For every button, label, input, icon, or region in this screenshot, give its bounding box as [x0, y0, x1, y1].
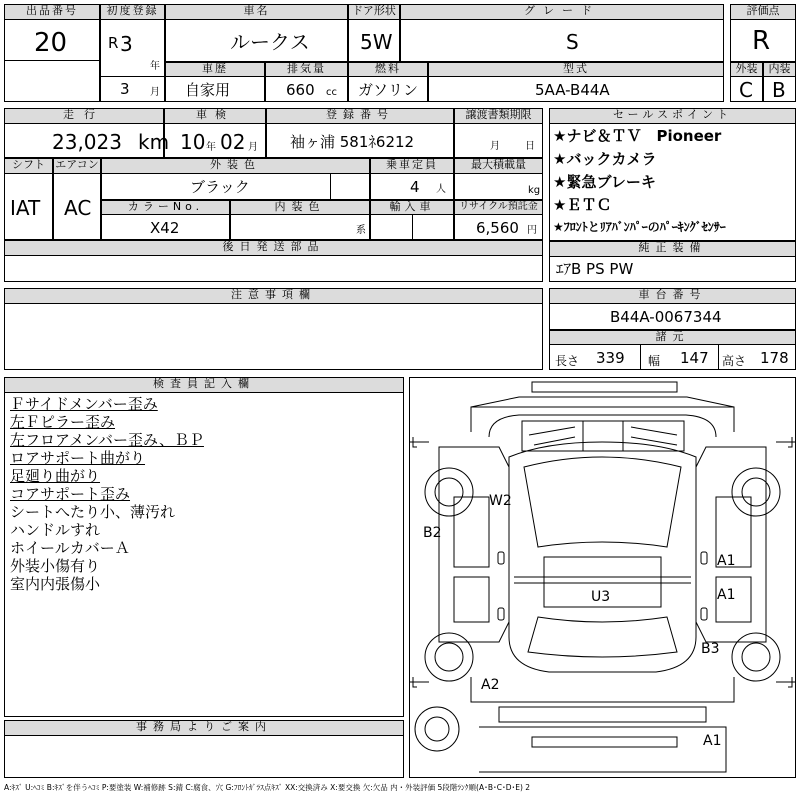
score: R: [752, 26, 771, 56]
plate-label: 登録番号: [266, 108, 454, 124]
score-label: 評価点: [730, 4, 796, 20]
transfer-month-unit: 月: [490, 141, 500, 152]
chassis-no: B44A-0067344: [610, 308, 722, 326]
capacity: 4: [410, 178, 420, 196]
inspector-line: 左Ｆピラー歪み: [10, 413, 116, 431]
sales-point: ★ﾌﾛﾝﾄとﾘｱﾊﾞﾝﾊﾟｰのﾊﾟｰｷﾝｸﾞｾﾝｻｰ: [553, 220, 726, 234]
length: 339: [596, 349, 625, 367]
inspector-line: シートへたり小、薄汚れ: [10, 503, 176, 521]
ac-label: エアコン: [53, 158, 101, 174]
car-name: ルークス: [230, 30, 310, 54]
inspector-line: 外装小傷有り: [10, 557, 101, 575]
interior-grade: B: [772, 78, 786, 102]
lot-no: 20: [34, 28, 68, 58]
specs-label: 諸元: [549, 330, 796, 345]
legend-footer: A:ｷｽﾞ U:ﾍｺﾐ B:ｷｽﾞを伴うﾍｺﾐ P:要塗装 W:補修跡 S:錆 C:腐食、穴 G:ﾌﾛﾝﾄｶﾞﾗｽ点ｷｽﾞ XX:交換済み X:要交換 欠:欠品 内・外装評価 5段階ﾗﾝｸ順(A･B･C･D･E) 2: [4, 783, 531, 792]
length-label: 長さ: [555, 354, 580, 368]
exterior-grade: C: [739, 78, 753, 102]
ac: AC: [64, 196, 92, 220]
equipment-label: 純正装備: [549, 241, 796, 257]
damage-mark: A2: [481, 677, 500, 693]
first-reg-month: 3: [120, 80, 130, 98]
inspector-line: 室内内張傷小: [10, 575, 101, 593]
inspector-line: ホイールカバーＡ: [10, 539, 130, 557]
mileage-unit: km: [138, 130, 170, 154]
office-label: 事務局よりご案内: [4, 720, 404, 736]
sales-point: ★緊急ブレーキ: [553, 173, 656, 191]
mileage: 23,023: [52, 130, 122, 154]
inspection-month-unit: 月: [248, 142, 258, 153]
era: R: [108, 34, 119, 52]
damage-mark: U3: [591, 589, 611, 605]
damage-mark: A1: [703, 733, 722, 749]
recycle-label: リサイクル預託金: [454, 200, 543, 215]
grade-label: グレード: [400, 4, 724, 20]
lot-no-label: 出品番号: [4, 4, 100, 20]
damage-diagram: [409, 377, 796, 778]
displacement-unit: cc: [326, 87, 337, 98]
equipment: ｴｱB PS PW: [556, 260, 634, 278]
inspector-line: 左フロアメンバー歪み、ＢＰ: [10, 431, 204, 449]
recycle: 6,560: [476, 219, 519, 237]
int-color-unit: 系: [356, 225, 366, 236]
door-label: ドア形状: [348, 4, 400, 20]
plate: 袖ヶ浦 581ﾈ6212: [290, 133, 415, 151]
model-label: 型式: [428, 62, 724, 77]
model: 5AA-B44A: [535, 81, 610, 99]
import-label: 輸入車: [370, 200, 454, 215]
inspection-year-unit: 年: [206, 142, 216, 153]
first-reg-year: 3: [120, 32, 133, 56]
capacity-unit: 人: [436, 184, 446, 195]
damage-mark: A1: [717, 587, 736, 603]
fuel-label: 燃料: [348, 62, 428, 77]
history: 自家用: [185, 81, 231, 99]
inspection-label: 車検: [164, 108, 266, 124]
inspector-line: ハンドルすれ: [10, 521, 101, 539]
car-name-label: 車名: [165, 4, 348, 20]
sales-point: ★ナビ＆ＴＶ Pioneer: [553, 127, 722, 145]
width: 147: [680, 349, 709, 367]
damage-mark: W2: [489, 493, 512, 509]
inspection-month: 02: [220, 130, 246, 154]
ext-color: ブラック: [190, 178, 250, 196]
year-unit: 年: [150, 61, 160, 72]
inspector-label: 検査員記入欄: [4, 377, 404, 393]
color-no: X42: [150, 219, 180, 237]
sales-point: ★バックカメラ: [553, 150, 657, 168]
transfer-day-unit: 日: [525, 141, 535, 152]
sales-points-label: セールスポイント: [549, 108, 796, 124]
damage-mark: B3: [701, 641, 720, 657]
capacity-label: 乗車定員: [370, 158, 454, 174]
grade: S: [566, 30, 579, 54]
inspector-line: 足廻り曲がり: [10, 467, 101, 485]
door-type: 5W: [360, 30, 393, 54]
interior-label: 内装: [763, 62, 796, 77]
width-label: 幅: [648, 354, 661, 368]
chassis-label: 車台番号: [549, 288, 796, 304]
fuel: ガソリン: [358, 81, 419, 99]
inspector-line: Ｆサイドメンバー歪み: [10, 395, 158, 413]
transfer-label: 譲渡書類期限: [454, 108, 543, 124]
load-unit: kg: [528, 185, 541, 196]
inspection-year: 10: [180, 130, 206, 154]
displacement: 660: [286, 81, 315, 99]
int-color-label: 内装色: [230, 200, 370, 215]
height: 178: [760, 349, 789, 367]
month-unit: 月: [150, 87, 160, 98]
first-reg-label: 初度登録: [100, 4, 165, 20]
damage-mark: A1: [717, 553, 736, 569]
sales-point: ★ＥＴＣ: [553, 196, 612, 214]
height-label: 高さ: [722, 354, 747, 368]
damage-mark: B2: [423, 525, 442, 541]
ext-color-label: 外装色: [101, 158, 370, 174]
recycle-unit: 円: [527, 225, 537, 236]
history-label: 車歴: [165, 62, 265, 77]
inspector-line: ロアサポート曲がり: [10, 449, 146, 467]
color-no-label: カラーNo.: [101, 200, 230, 215]
load-label: 最大積載量: [454, 158, 543, 174]
mileage-label: 走行: [4, 108, 164, 124]
shift-label: シフト: [4, 158, 53, 174]
exterior-label: 外装: [730, 62, 763, 77]
notes-label: 注意事項欄: [4, 288, 543, 304]
inspector-line: コアサポート歪み: [10, 485, 131, 503]
displacement-label: 排気量: [265, 62, 348, 77]
later-parts-label: 後日発送部品: [4, 240, 543, 256]
shift: IAT: [10, 196, 41, 220]
